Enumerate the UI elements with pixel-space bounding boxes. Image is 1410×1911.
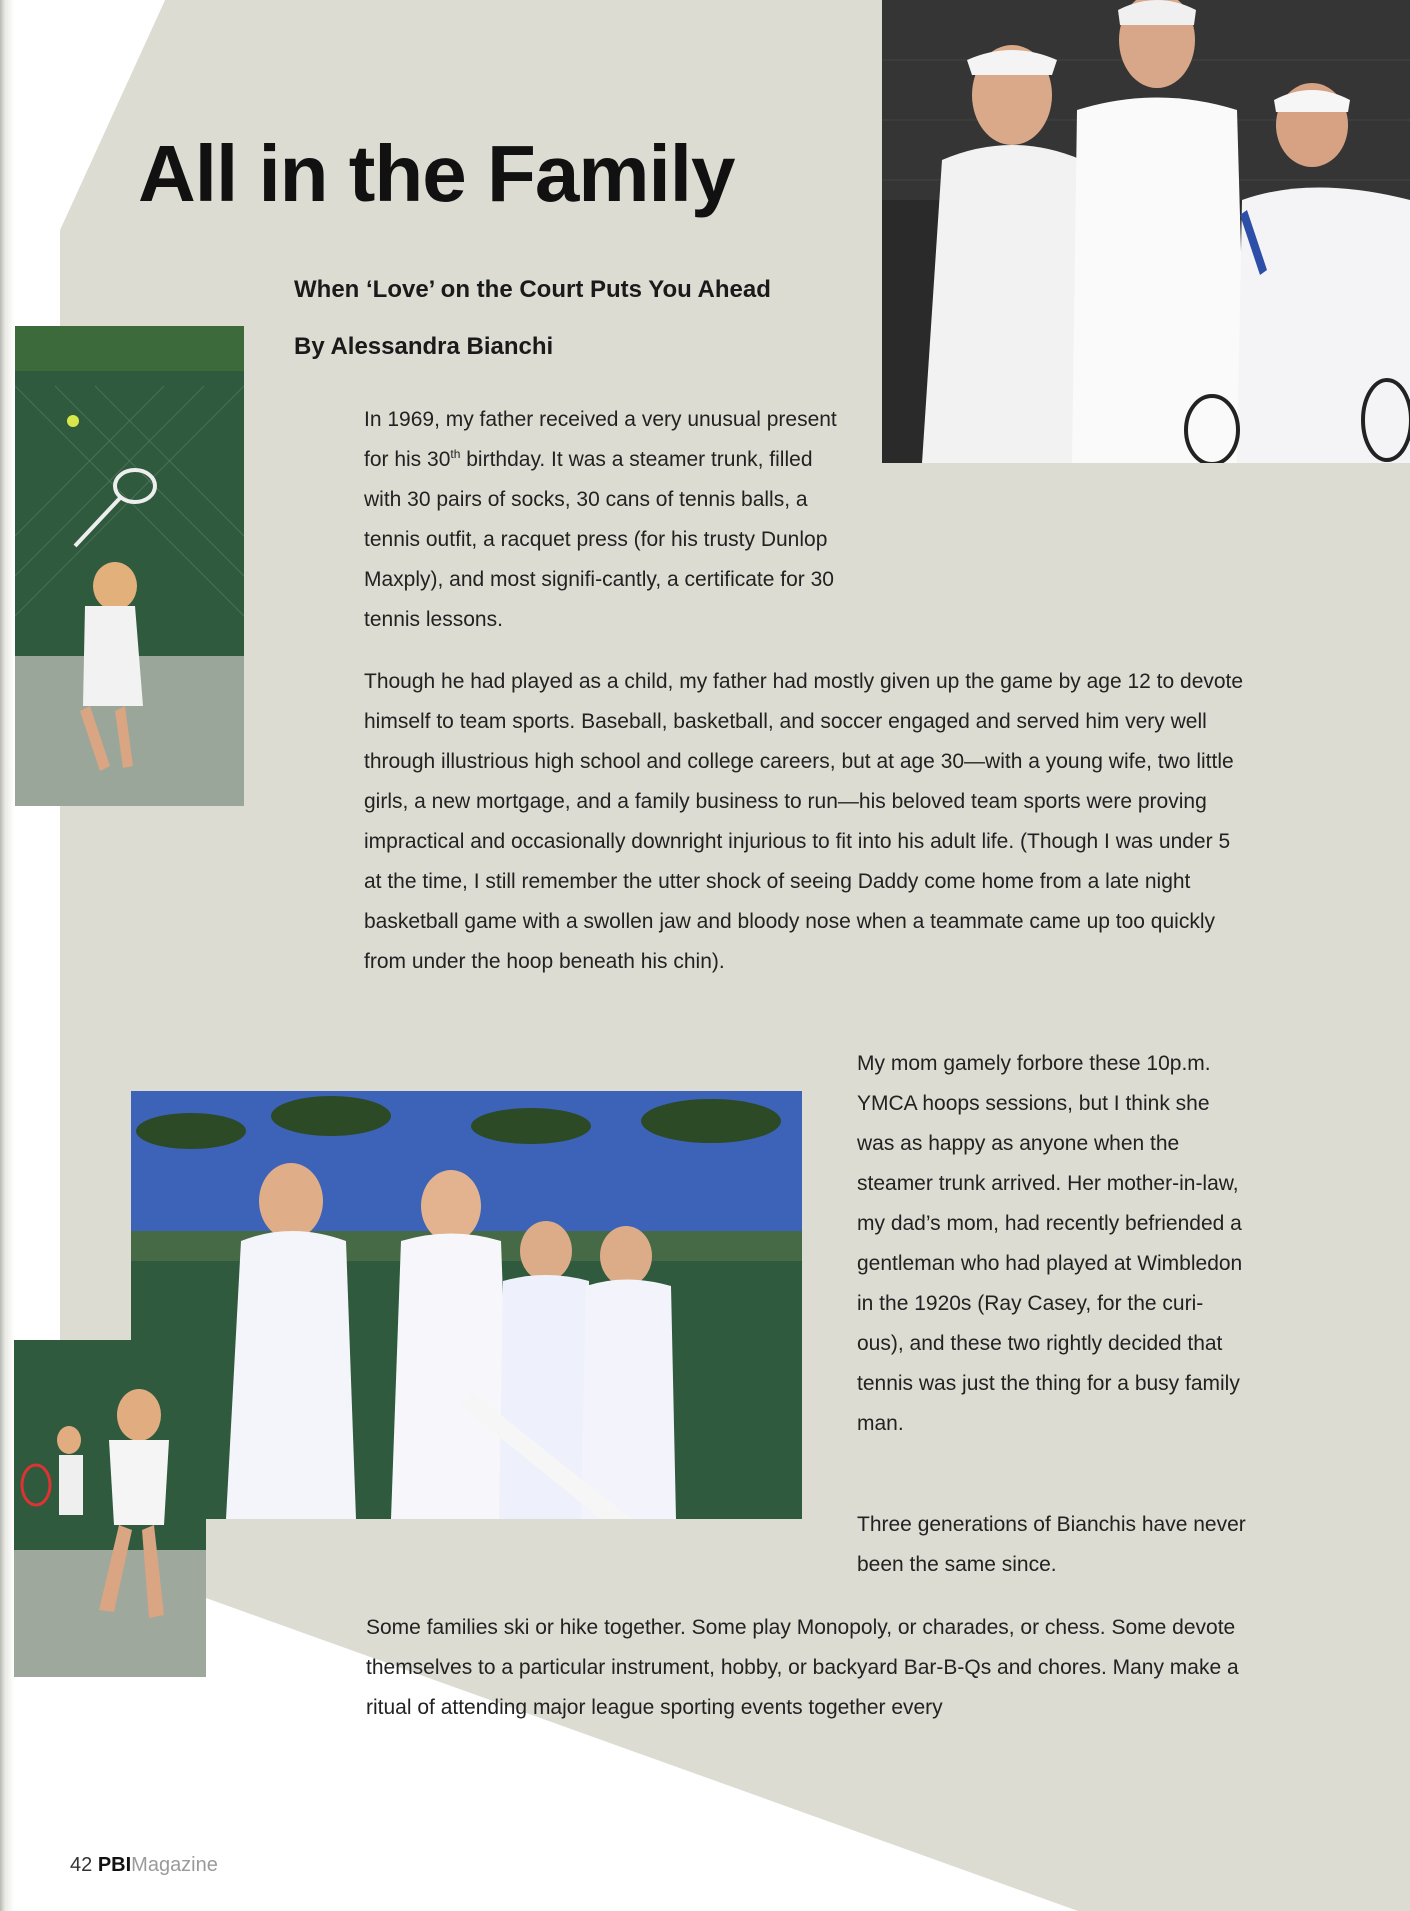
publication-name-bold: PBI: [97, 1854, 132, 1876]
paragraph-5: Some families ski or hike together. Some play Monopoly, or charades, or chess. Some devote themselves to a particular instrument, hobby, or backyard Bar-B-Qs and chores. Many make a ritual of attending major league sporting events together every: [366, 1616, 1239, 1719]
paragraph-1: [364, 400, 844, 640]
publication-name-light: Magazine: [131, 1854, 218, 1876]
page-binding-shadow: [0, 0, 14, 1911]
page-footer: [70, 1854, 218, 1877]
boy-running-photo: [14, 1340, 206, 1677]
paragraph-3: My mom gamely forbore these 10p.m. YMCA hoops sessions, but I think she was as happy as anyone when the steamer trunk arrived. Her mother-in-law, my dad’s mom, had recently befriended a gentleman who had played at Wimbledon in the 1920s (Ray Casey, for the curi-ous), and these two rightly decided that tennis was just the thing for a busy family man.: [857, 1052, 1243, 1435]
family-portrait-photo: [882, 0, 1410, 463]
paragraph-4: Three generations of Bianchis have never been the same since.: [857, 1513, 1246, 1576]
paragraph-1-text-end: birthday. It was a steamer trunk, filled with 30 pairs of socks, 30 cans of tennis balls, a tennis outfit, a racquet press (for his trusty Dunlop Maxply), and most signifi-cantly, a certificate for 30 tennis lessons.: [364, 448, 834, 631]
page-number: 42: [70, 1854, 93, 1876]
paragraph-1-text-start: In 1969, my father received a very unusual present for his 30: [364, 408, 837, 471]
boy-serving-photo: [15, 326, 244, 806]
article-byline: By Alessandra Bianchi: [294, 333, 554, 360]
family-group-court-photo: [131, 1091, 802, 1519]
article-subtitle: When ‘Love’ on the Court Puts You Ahead: [294, 276, 771, 303]
paragraph-2: Though he had played as a child, my father had mostly given up the game by age 12 to devote himself to team sports. Baseball, basketball, and soccer engaged and served him very well through illustrious high school and college careers, but at age 30—with a young wife, two little girls, a new mortgage, and a family business to run—his beloved team sports were proving impractical and occasionally downright injurious to fit into his adult life. (Though I was under 5 at the time, I still remember the utter shock of seeing Daddy come home from a late night basketball game with a swollen jaw and bloody nose when a teammate came up too quickly from under the hoop beneath his chin).: [364, 670, 1244, 973]
ordinal-suffix: th: [450, 447, 461, 461]
article-title: All in the Family: [138, 129, 735, 218]
